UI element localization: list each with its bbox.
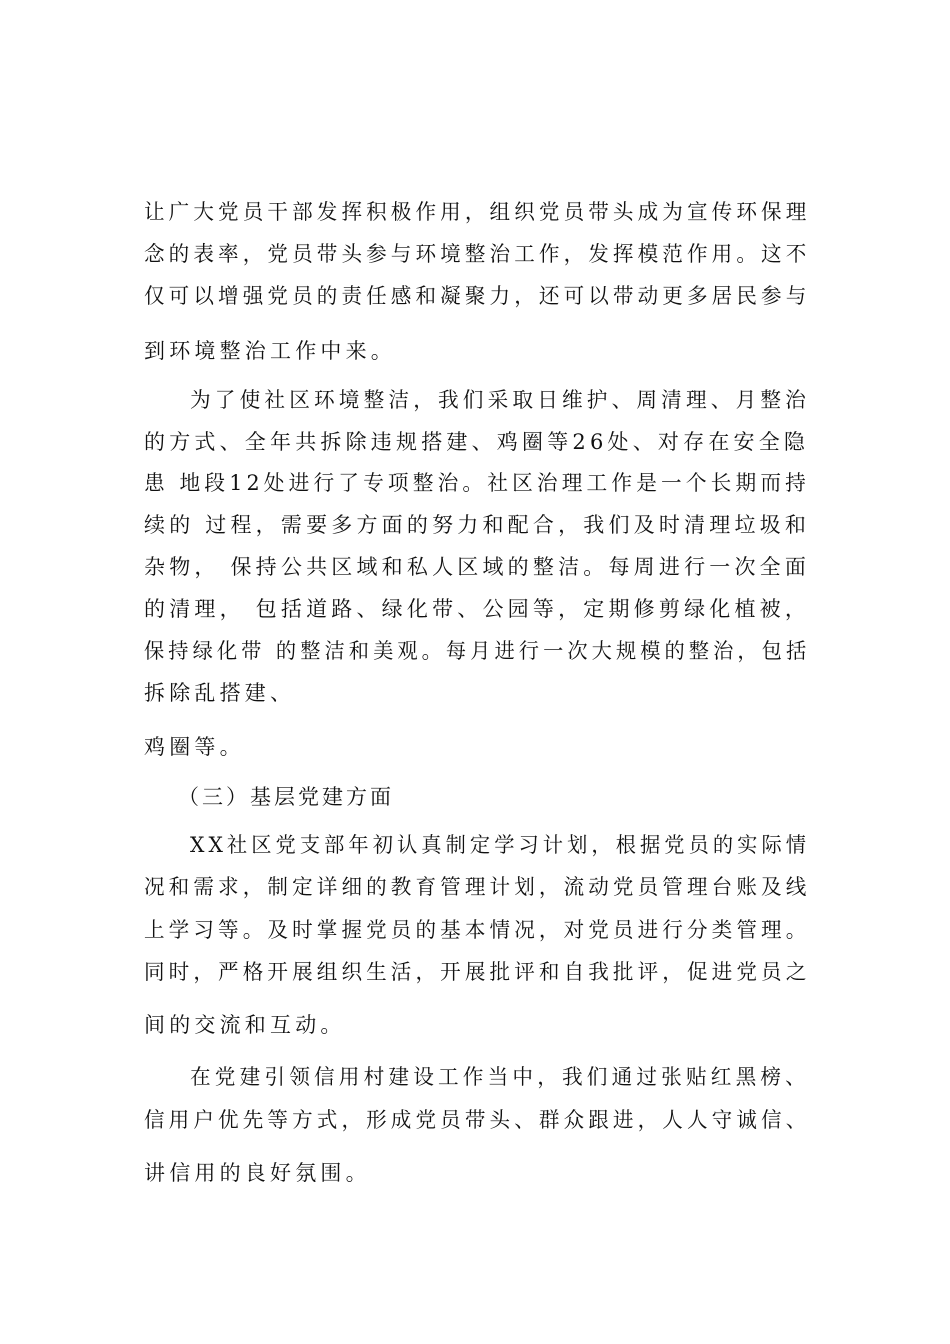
text-line: 续的 过程，需要多方面的努力和配合，我们及时清理垃圾和: [144, 513, 811, 537]
text-line: 的方式、全年共拆除违规搭建、鸡圈等26处、对存在安全隐: [144, 430, 810, 454]
text-line: 况和需求，制定详细的教育管理计划，流动党员管理台账及线: [144, 875, 811, 899]
text-line: 鸡圈等。: [144, 735, 245, 759]
text-line: 间的交流和互动。: [144, 1013, 346, 1037]
text-line: 患 地段12处进行了专项整治。社区治理工作是一个长期而持: [144, 471, 810, 495]
text-line: 拆除乱搭建、: [144, 681, 296, 705]
text-line: 仅可以增强党员的责任感和凝聚力，还可以带动更多居民参与: [144, 284, 811, 308]
section-heading: （三）基层党建方面: [178, 785, 394, 809]
text-line: 让广大党员干部发挥积极作用，组织党员带头成为宣传环保理: [144, 200, 811, 224]
text-line: 上学习等。及时掌握党员的基本情况，对党员进行分类管理。: [144, 918, 811, 942]
text-line: 讲信用的良好氛围。: [144, 1161, 371, 1185]
text-line: 的清理， 包括道路、绿化带、公园等，定期修剪绿化植被，: [144, 597, 811, 621]
text-line: 念的表率，党员带头参与环境整治工作，发挥模范作用。这不: [144, 242, 811, 266]
text-line: 信用户优先等方式，形成党员带头、群众跟进，人人守诚信、: [144, 1108, 811, 1132]
text-line: 到环境整治工作中来。: [144, 339, 396, 363]
text-line: 为了使社区环境整洁，我们采取日维护、周清理、月整治: [190, 388, 810, 412]
text-line: XX社区党支部年初认真制定学习计划，根据党员的实际情: [190, 833, 811, 857]
text-line: 在党建引领信用村建设工作当中，我们通过张贴红黑榜、: [190, 1065, 810, 1089]
text-line: 保持绿化带 的整洁和美观。每月进行一次大规模的整治，包括: [144, 639, 811, 663]
text-line: 杂物， 保持公共区域和私人区域的整洁。每周进行一次全面: [144, 555, 811, 579]
text-line: 同时，严格开展组织生活，开展批评和自我批评，促进党员之: [144, 960, 811, 984]
